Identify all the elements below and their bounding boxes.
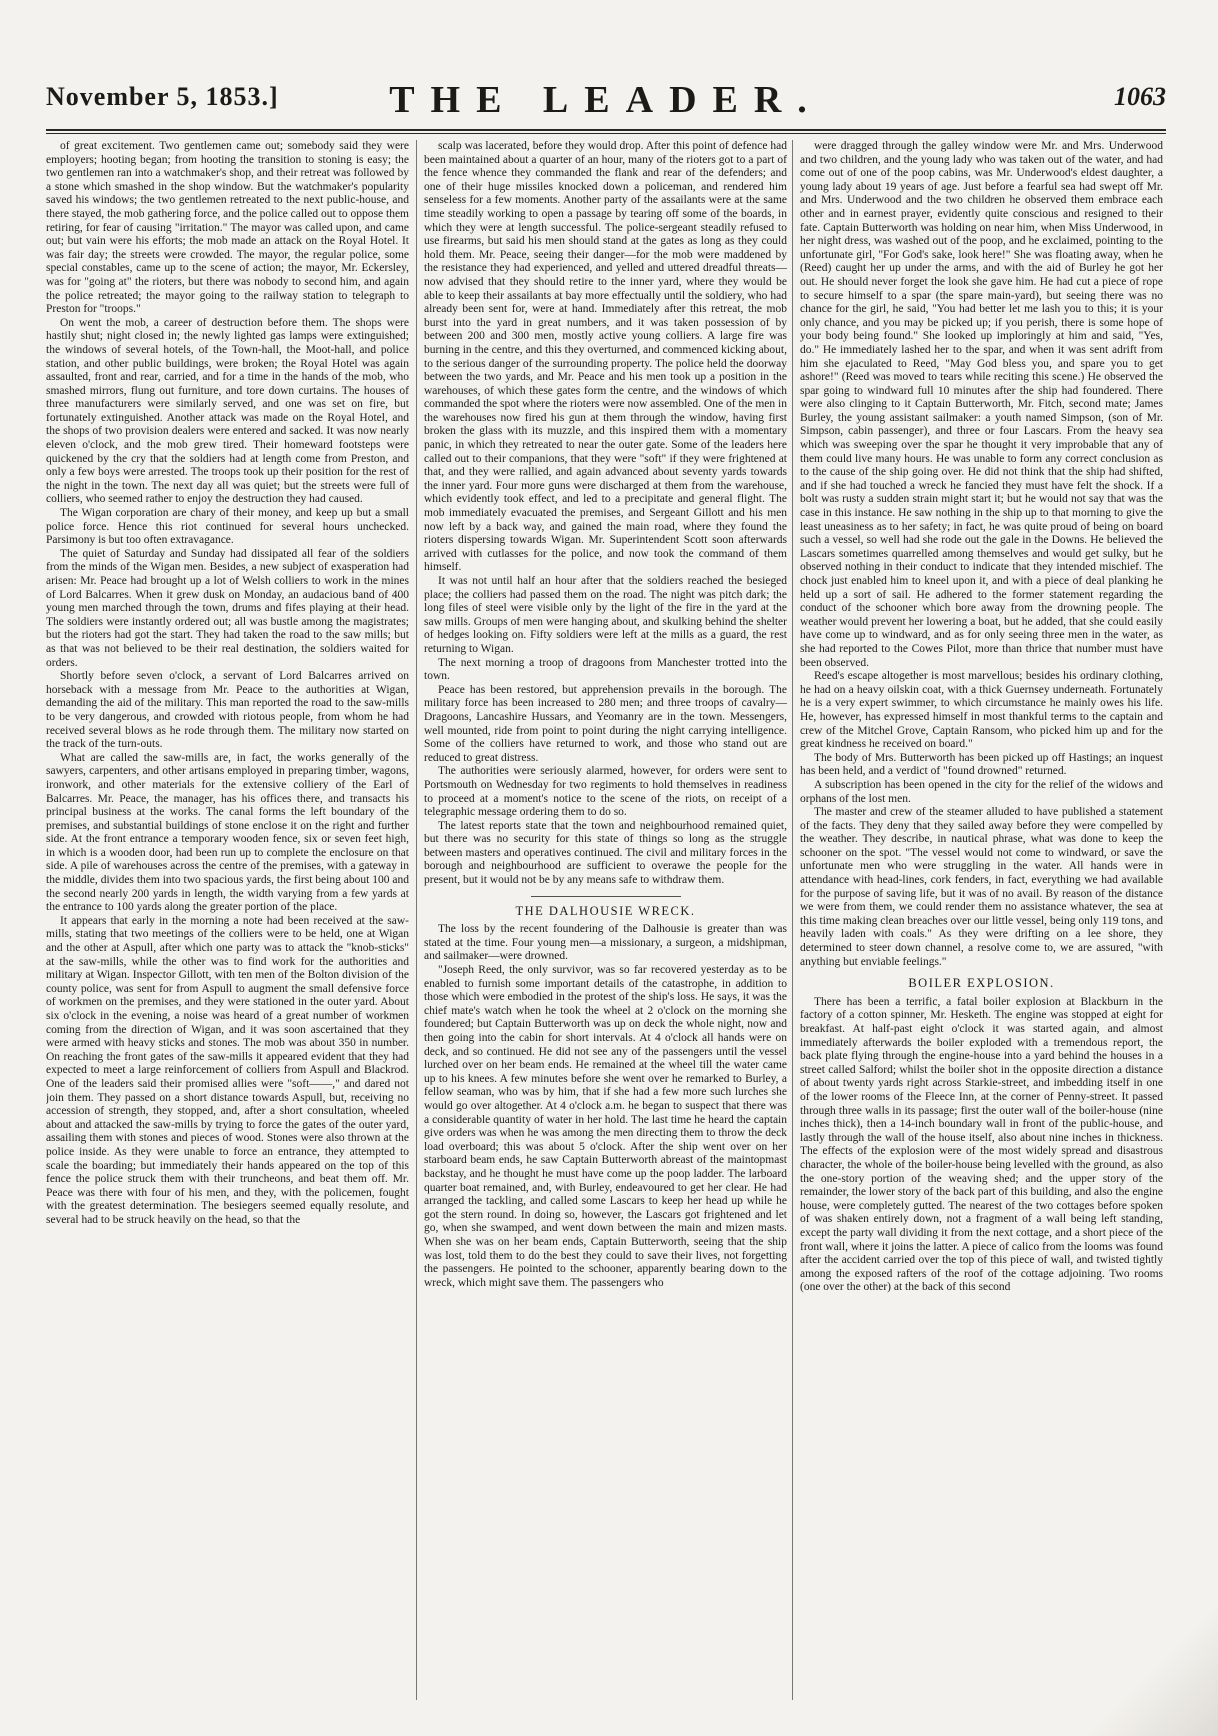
article-paragraph: of great excitement. Two gentlemen came out; somebody said they were employers; hooting began; from hooting the transition to stoning is easy; the two gentlemen ran into a watchmaker's shop, and their retreat was followed by a stone which smashed in the shop window. But the watchmaker's popularity saved his windows; the two gentlemen retreated to the next public-house, and there stayed, the mob gathering force, and the police called out to oppose them retiring, for fear of causing "irritation." The mayor was called upon, and came out; but vain were his efforts; the mob made an attack on the Royal Hotel. It was fair day; the streets were crowded. The mayor, the regular police, some special constables, came up to the scene of action; the mayor, Mr. Eckersley, was for "going at" the rioters, but there was nobody to second him, and again the police retreated; the mayor going to the railway station to telegraph to Preston for "troops." xyxy=(46,140,409,316)
article-paragraph: The body of Mrs. Butterworth has been picked up off Hastings; an inquest has been held, and a verdict of "found drowned" returned. xyxy=(800,751,1163,778)
article-paragraph: There has been a terrific, a fatal boiler explosion at Blackburn in the factory of a cotton spinner, Mr. Hesketh. The engine was stopped at eight for breakfast. At half-past eight o'clock it was started again, and almost immediately afterwards the boiler exploded with a tremendous report, the back plate flying through the engine-house into a yard behind the houses in a street called Salford; whilst the boiler shot in the opposite direction a distance of about twenty yards right across Starkie-street, and imbedding itself in one of the lower rooms of the Fleece Inn, at the corner of Penny-street. It passed through three walls in its passage; first the outer wall of the boiler-house (nine inches thick), then a 14-inch boundary wall in front of the public-house, and lastly through the wall of the house itself, also about nine inches in thickness. The effects of the explosion were of the most widely spread and disastrous character, the whole of the boiler-house being levelled with the ground, as also the one-story portion of the weaving shed; and the upper story of the remainder, the lower story of the back part of this building, and also the engine house, were completely gutted. The nearest of the two cottages before spoken of was shaken entirely down, not a fragment of a wall being left standing, except the party wall dividing it from the next cottage, and a short piece of the front wall, where it joins the latter. A piece of calico from the looms was found after the accident carried over the top of this piece of wall, and twisted tightly among the exposed rafters of the roof of the cottage adjoining. Two rooms (one over the other) at the back of this second xyxy=(800,995,1163,1294)
article-paragraph: Reed's escape altogether is most marvellous; besides his ordinary clothing, he had on a heavy oilskin coat, with a thick Guernsey underneath. Fortunately he is a very expert swimmer, to which circumstance he mainly owes his life. He, however, has expressed himself in most thankful terms to the captain and crew of the Mitchel Grove, Captain Ransom, who picked him up and for the great kindness he received on board." xyxy=(800,670,1163,751)
masthead-rule-thin xyxy=(46,133,1166,134)
masthead xyxy=(46,78,1166,122)
article-paragraph: It appears that early in the morning a note had been received at the saw-mills, stating that two meetings of the colliers were to be held, one at Wigan and the other at Aspull, after which one party was to attack the "knob-sticks" at the saw-mills, while the other was to find work for the authorities and military at Wigan. Inspector Gillott, with ten men of the Bolton division of the county police, was sent for from Aspull to augment the small defensive force of workmen on the premises, and they were stationed in the outer yard. About six o'clock in the evening, a noise was heard of a great number of workmen coming from the direction of Wigan, and it was soon ascertained that they were armed with heavy sticks and stones. The mob was about 350 in number. On reaching the front gates of the saw-mills it appeared evident that they had expected to meet a large reinforcement of colliers from Aspull and Blackrod. One of the leaders said their promised allies were "soft——," and dared not join them. They passed on a short distance towards Aspull, but, receiving no accession of strength, they stopped, and, after a short consultation, wheeled about and attacked the saw-mills by trying to force the gates of the outer yard, assailing them with stones and pieces of wood. Stones were also thrown at the police inside. As they were unable to force an entrance, they attempted to scale the boarding; but immediately their hands appeared on the top of this fence the police struck them with their truncheons, and beat them off. Mr. Peace was there with four of his men, and they, with the policemen, fought with the greatest determination. The besiegers seemed equally resolute, and several had to be struck heavily on the head, so that the xyxy=(46,914,409,1226)
column-divider xyxy=(416,140,417,1700)
page-number: 1063 xyxy=(1114,82,1166,111)
masthead-rule xyxy=(46,129,1166,131)
article-paragraph: Peace has been restored, but apprehension prevails in the borough. The military force has been increased to 280 men; and three troops of cavalry—Dragoons, Lancashire Hussars, and Yeomanry are in the town. Messengers, well mounted, ride from point to point during the night carrying intelligence. Some of the colliers have returned to work, and those who stand out are reduced to great distress. xyxy=(424,683,787,764)
article-paragraph: Shortly before seven o'clock, a servant of Lord Balcarres arrived on horseback with a message from Mr. Peace to the authorities at Wigan, demanding the aid of the military. This man reported the road to the saw-mills to be very dangerous, and crowded with riotous people, from whom he had received several blows as he rode through them. The military now started on the track of the turn-outs. xyxy=(46,670,409,751)
article-paragraph: The authorities were seriously alarmed, however, for orders were sent to Portsmouth on Wednesday for two regiments to hold themselves in readiness to proceed at a moment's notice to the scene of the riots, on receipt of a telegraphic message ordering them to do so. xyxy=(424,765,787,819)
newspaper-title: THE LEADER. xyxy=(389,79,823,121)
article-paragraph: The master and crew of the steamer alluded to have published a statement of the facts. They deny that they sailed away before they were compelled by the weather. They describe, in nautical phrase, what was done to keep the schooner on the spot. "The vessel would not come to windward, or save the unfortunate men who were struggling in the water. All hands were in attendance with head-lines, cork fenders, in fact, everything we had available for the purpose of saving life, but it was of no avail. By reason of the distance we were from them, we could render them no assistance whatever, the sea at this time making clean breaches over our little vessel, being only 119 tons, and heavily laden with coals." As they were drifting on a lee shore, they determined to steer down channel, a resolve come to, we are assured, "with anything but enviable feelings." xyxy=(800,806,1163,968)
article-paragraph: A subscription has been opened in the city for the relief of the widows and orphans of the lost men. xyxy=(800,778,1163,805)
article-paragraph: It was not until half an hour after that the soldiers reached the besieged place; the colliers had passed them on the road. The night was pitch dark; the long files of steel were visible only by the light of the fire in the yard at the saw mills. Groups of men were hanging about, and skulking behind the shelter of hedges looking on. Fifty soldiers were left at the mills as a guard, the rest returning to Wigan. xyxy=(424,575,787,655)
article-paragraph: What are called the saw-mills are, in fact, the works generally of the sawyers, carpenters, and other artisans employed in preparing timber, wagons, ironwork, and other materials for the extensive colliery of the Earl of Balcarres. Mr. Peace, the manager, has his offices there, and transacts his principal business at the works. The canal forms the left boundary of the premises, and substantial buildings of stone enclose it on the right and further side. At the front entrance a temporary wooden fence, six or seven feet high, in which is a wooden door, had been run up to complete the enclosure on that side. A pile of warehouses across the centre of the premises, with a gateway in the middle, divides them into two spacious yards, the first being about 100 and the second nearly 200 yards in length, the width varying from a few yards at the entrance to 100 yards along the greater portion of the place. xyxy=(46,751,409,914)
article-paragraph: On went the mob, a career of destruction before them. The shops were hastily shut; night closed in; the newly lighted gas lamps were extinguished; the windows of several hotels, of the Town-hall, the Moot-hall, and police station, and other public buildings, were broken; the Royal Hotel was again assaulted, front and rear, carried, and for a time in the hands of the mob, who smashed mirrors, flung out furniture, and tore down curtains. The houses of three manufacturers were similarly served, and one was set on fire, but fortunately extinguished. Another attack was made on the Royal Hotel, and the shops of two provision dealers were entered and sacked. It was now nearly eleven o'clock, and the mob grew tired. Their homeward footsteps were quickened by the cry that the soldiers had at length come from Preston, and only a few boys were arrested. The troops took up their position for the rest of the night in the town. The next day all was quiet; but the streets were full of colliers, who seemed rather to enjoy the destruction they had caused. xyxy=(46,316,409,506)
article-paragraph: scalp was lacerated, before they would drop. After this point of defence had been maintained about a quarter of an hour, many of the rioters got to a part of the fence whence they commanded the flank and rear of the defenders; and one of their huge missiles knocked down a policeman, and rendered him senseless for a few moments. Another party of the assailants were at the same time steadily working to open a passage by tearing off some of the boards, in which they were at length successful. The police-sergeant steadily refused to use firearms, but said his men should stand at the gates as long as they could hold them. Mr. Peace, seeing their danger—for the mob were maddened by the resistance they had experienced, and yelled and uttered dreadful threats—now advised that they should retire to the inner yard, where they would be able to keep their assailants at bay more effectually until the soldiery, who had already been sent for, were at hand. Immediately after this retreat, the mob burst into the yard in great numbers, and it was taken possession of by between 200 and 300 men, mostly active young colliers. A large fire was burning in the centre, and this they overturned, and commenced kicking about, to the serious danger of the surrounding property. The police held the doorway between the two yards, and Mr. Peace and his men took up a position in the warehouses, of which these gates form the centre, and the windows of which commanded the spot where the rioters were now assembled. One of the men in the warehouses now fired his gun at them through the window, having first broken the glass with its muzzle, and this inspired them with a momentary panic, in which they retreated to near the outer gate. Some of the leaders here called out to their companions, that they were "soft" if they were frightened at that, and they were rallied, and again advanced about seventy yards towards the inner yard. Four more guns were discharged at them from the warehouse, which evidently took effect, and led to a precipitate and general flight. The mob immediately evacuated the premises, and Sergeant Gillott and his men now left by a back way, and gained the main road, where they found the rioters dispersing towards Wigan. Mr. Superintendent Scott soon afterwards arrived with cutlasses for the police, and now took the command of them himself. xyxy=(424,140,787,574)
issue-date: November 5, 1853.] xyxy=(46,82,279,111)
article-paragraph: The loss by the recent foundering of the Dalhousie is greater than was stated at the time. Four young men—a missionary, a surgeon, a midshipman, and sailmaker—were drowned. xyxy=(424,923,787,963)
column-3 xyxy=(800,140,1163,1700)
page-corner-shading xyxy=(1078,1576,1218,1736)
article-paragraph: The quiet of Saturday and Sunday had dissipated all fear of the soldiers from the minds of the Wigan men. Besides, a new subject of exasperation had arisen: Mr. Peace had brought up a lot of Welsh colliers to work in the mines of Lord Balcarres. When it grew dusk on Monday, an audacious band of 400 young men marched through the town, drums and fifes playing at their head. The soldiers were instantly ordered out; all was bustle among the magistrates; but the rioters had got the start. They had taken the road to the saw mills; but as that was not believed to be their real destination, the soldiers waited for orders. xyxy=(46,547,409,669)
section-heading-dalhousie-wreck: THE DALHOUSIE WRECK. xyxy=(515,903,696,918)
article-paragraph: The next morning a troop of dragoons from Manchester trotted into the town. xyxy=(424,656,787,683)
column-divider xyxy=(792,140,793,1700)
article-paragraph: "Joseph Reed, the only survivor, was so far recovered yesterday as to be enabled to furnish some important details of the catastrophe, in addition to those which were embodied in the protest of the ship's loss. He says, it was the chief mate's watch when he took the wheel at 2 o'clock on the morning she foundered; but Captain Butterworth was up on deck the whole night, now and then going into the cabin for short intervals. At 4 o'clock all hands were on deck, and so continued. He did not see any of the passengers until the vessel lurched over on her beam ends. He remained at the wheel till the water came up to his knees. A few minutes before she went over he remarked to Burley, a fellow seaman, who was by him, that if she had a few more such lurches she would go over altogether. At 4 o'clock a.m. he began to suspect that there was a considerable quantity of water in her hold. The last time he heard the captain give orders was when he was among the men directing them to throw the deck load overboard; this was about 5 o'clock. After the ship went over on her starboard beam ends, he saw Captain Butterworth abreast of the maintopmast backstay, and he thought he must have come up the poop ladder. The larboard quarter boat remained, and, with Burley, endeavoured to get her clear. He had arranged the tackling, and called some Lascars to keep her head up while he got the stern round. In doing so, however, the Lascars got frightened and let go, when she swamped, and went down between the main and mizen masts. When she was on her beam ends, Captain Butterworth, seeing that the ship was lost, told them to do the best they could to save their lives, not forgetting the passengers. He pointed to the schooner, apparently bearing down to the wreck, which might save them. The passengers who xyxy=(424,964,787,1289)
section-separator xyxy=(531,896,681,897)
column-2 xyxy=(424,140,787,1700)
article-paragraph: were dragged through the galley window were Mr. and Mrs. Underwood and two children, and the young lady who was taken out of the water, and had come out of one of the poop cabins, was Mr. Underwood's eldest daughter, a young lady about 19 years of age. Just before a fearful sea had swept off Mr. and Mrs. Underwood and the two children he observed them embrace each other and in earnest prayer, evidently quite conscious and resigned to their fate. Captain Butterworth was holding on near him, when Miss Underwood, in her night dress, was washed out of the poop, and he exclaimed, pointing to the unfortunate girl, "For God's sake, look here!" She was floating away, when he (Reed) caught her up under the arms, and with the aid of Burley he got her out. He should never forget the look she gave him. He had cut a piece of rope to secure himself to a spar (the spare main-yard), but seeing there was no chance for the girl, he said, "You had better let me lash you to this; it is your only chance, and you may be picked up; if you perish, there is some hope of your body being found." She looked up imploringly at him and said, "Yes, do." He immediately lashed her to the spar, and when it was sent adrift from him she ejaculated to Reed, "May God bless you, and spare you to get ashore!" (Reed was moved to tears while reciting this scene.) He observed the spar going to windward full 10 minutes after the ship had foundered. There were also clinging to it Captain Butterworth, Mr. Fitch, second mate; James Burley, the young assistant sailmaker: a youth named Simpson, (son of Mr. Simpson, cabin passenger), and three or four Lascars. From the heavy sea which was sweeping over the spar he thought it very improbable that any of them could live many hours. He was unable to form any correct conclusion as to the cause of the ship going over. He did not think that the ship had shifted, and if she had touched a wreck he fancied they must have felt the shock. If a bolt was rusty a sudden strain might start it; but he would not say that was the case in this instance. He saw nothing in the ship up to that morning to give the least uneasiness as to her safety; in fact, he was quite proud of being on board such a vessel, so well had she rode out the gale in the Downs. He believed the Lascars sometimes quarrelled among themselves and would get sulky, but he observed nothing in their conduct to indicate that they intended mischief. The chock just enabled him to kneel upon it, and with a piece of deal planking he held up a sort of sail. He adhered to the former statement regarding the conduct of the schooner which bore away from the drowning people. The weather would prevent her lowering a boat, but he added, that she could easily have come up to windward, and as for only seeing three men in the water, as she had reported to the Cowes Pilot, more than thrice that number must have been observed. xyxy=(800,140,1163,669)
section-heading-boiler-explosion: BOILER EXPLOSION. xyxy=(908,976,1055,991)
article-paragraph: The latest reports state that the town and neighbourhood remained quiet, but there was no security for this state of things so long as the struggle between masters and operatives continued. The civil and military forces in the borough and neighbourhood are sufficient to overawe the people for the present, but it would not be by any means safe to withdraw them. xyxy=(424,819,787,887)
article-paragraph: The Wigan corporation are chary of their money, and keep up but a small police force. Hence this riot continued for several hours unchecked. Parsimony is but too often extravagance. xyxy=(46,507,409,547)
column-1 xyxy=(46,140,409,1700)
